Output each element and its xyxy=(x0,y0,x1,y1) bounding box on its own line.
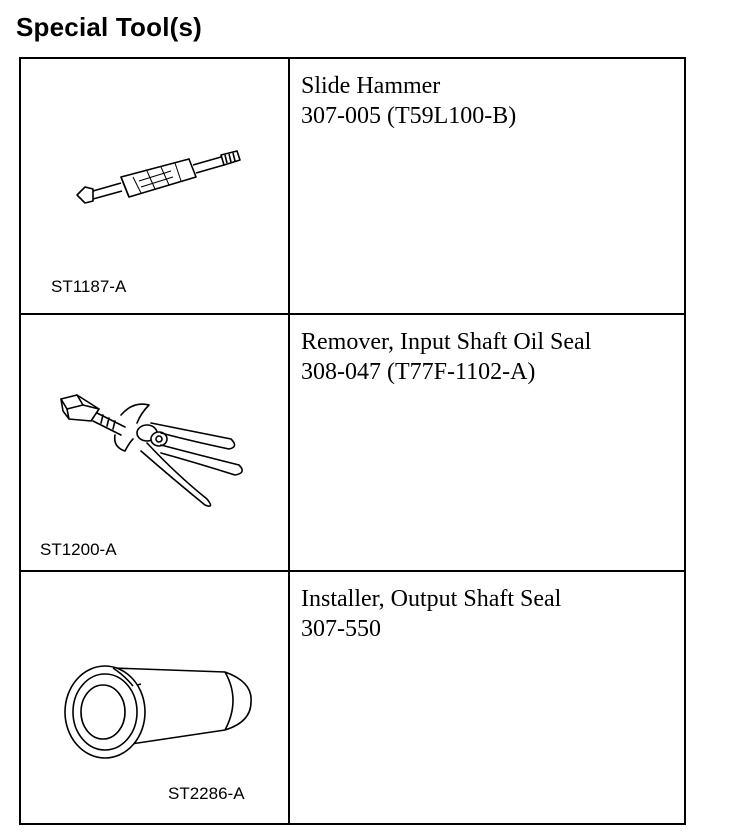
tool-image-cell xyxy=(20,314,289,571)
table-row xyxy=(20,58,685,314)
tool-number: 308-047 (T77F-1102-A) xyxy=(301,359,536,385)
tool-image-cell xyxy=(20,571,289,824)
table-row xyxy=(20,314,685,571)
tool-number: 307-005 (T59L100-B) xyxy=(301,103,517,129)
page-title: Special Tool(s) xyxy=(16,12,202,42)
special-tools-table xyxy=(19,57,686,825)
tool-code: ST1187-A xyxy=(51,277,127,296)
tool-code: ST1200-A xyxy=(40,540,117,559)
table-row xyxy=(20,571,685,824)
tool-number: 307-550 xyxy=(301,616,381,642)
tool-name: Remover, Input Shaft Oil Seal xyxy=(301,329,592,355)
tool-name: Installer, Output Shaft Seal xyxy=(301,586,562,612)
seal-remover-illustration xyxy=(21,315,288,570)
seal-installer-illustration xyxy=(21,572,288,823)
tool-description-cell xyxy=(289,571,685,824)
tool-description-cell xyxy=(289,58,685,314)
tool-code: ST2286-A xyxy=(168,784,245,803)
tool-description-cell xyxy=(289,314,685,571)
slide-hammer-illustration xyxy=(21,59,288,313)
tool-image-cell xyxy=(20,58,289,314)
tool-name: Slide Hammer xyxy=(301,73,441,99)
